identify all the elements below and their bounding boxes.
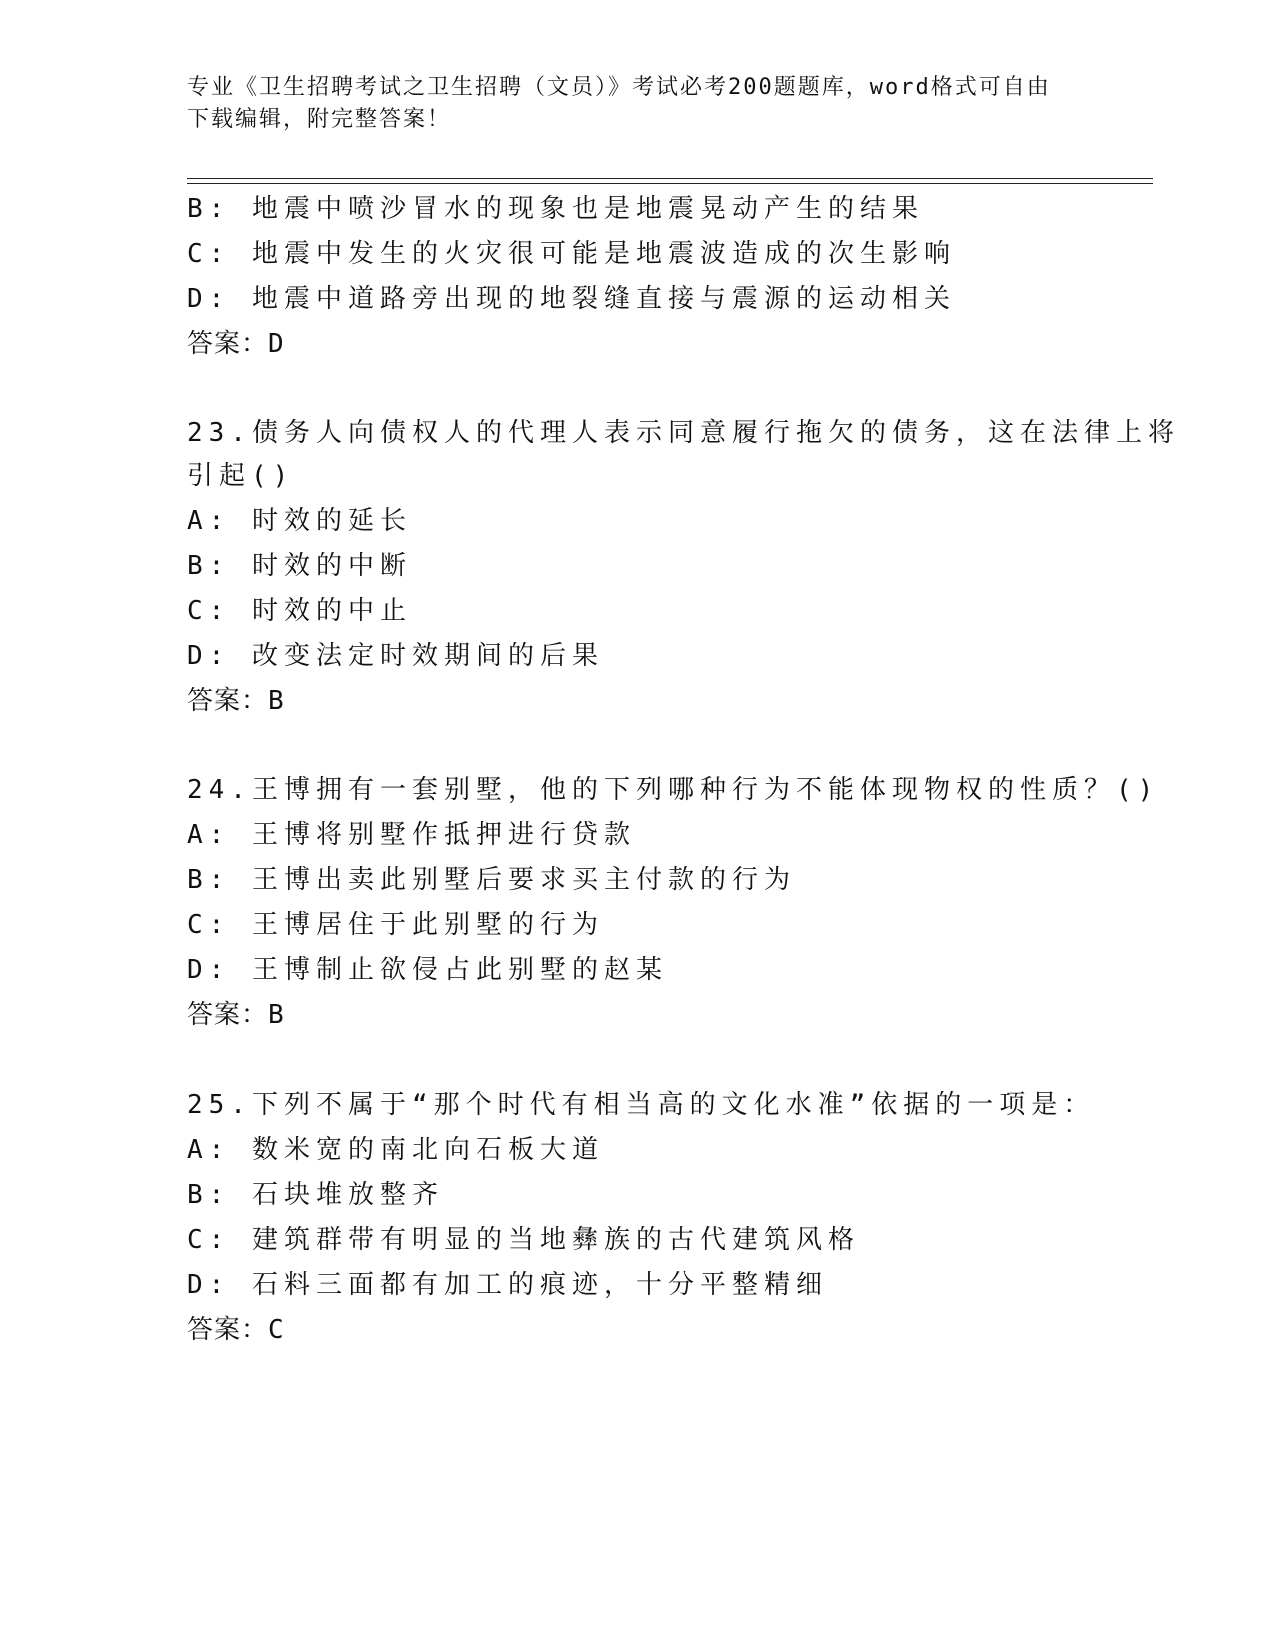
q24-option-c: C: 王博居住于此别墅的行为 [187, 910, 604, 940]
prev-option-d: D: 地震中道路旁出现的地裂缝直接与震源的运动相关 [187, 284, 956, 314]
q25-answer: 答案：C [187, 1315, 285, 1345]
q23-stem-line2: 引起() [187, 461, 295, 491]
q25-option-c: C: 建筑群带有明显的当地彝族的古代建筑风格 [187, 1225, 860, 1255]
q25-option-d: D: 石料三面都有加工的痕迹，十分平整精细 [187, 1270, 828, 1300]
q25-option-b: B: 石块堆放整齐 [187, 1180, 444, 1210]
q23-option-a: A: 时效的延长 [187, 506, 412, 536]
header-rule-bottom [187, 183, 1153, 184]
document-header: 专业《卫生招聘考试之卫生招聘（文员）》考试必考200题题库，word格式可自由下载编辑，附完整答案！ [187, 75, 1051, 132]
prev-option-c: C: 地震中发生的火灾很可能是地震波造成的次生影响 [187, 239, 956, 269]
prev-answer: 答案：D [187, 329, 285, 359]
header-rule-top [187, 178, 1153, 179]
q24-option-d: D: 王博制止欲侵占此别墅的赵某 [187, 955, 668, 985]
q23-option-d: D: 改变法定时效期间的后果 [187, 641, 604, 671]
q24-option-a: A: 王博将别墅作抵押进行贷款 [187, 820, 636, 850]
q25-stem-line1: 25.下列不属于“那个时代有相当高的文化水准”依据的一项是： [187, 1090, 1096, 1120]
q24-stem-line1: 24.王博拥有一套别墅，他的下列哪种行为不能体现物权的性质？() [187, 775, 1160, 805]
prev-option-b: B: 地震中喷沙冒水的现象也是地震晃动产生的结果 [187, 194, 924, 224]
q23-option-b: B: 时效的中断 [187, 551, 412, 581]
q25-option-a: A: 数米宽的南北向石板大道 [187, 1135, 604, 1165]
q23-stem-line1: 23.债务人向债权人的代理人表示同意履行拖欠的债务，这在法律上将 [187, 418, 1180, 448]
q24-answer: 答案：B [187, 1000, 285, 1030]
q23-option-c: C: 时效的中止 [187, 596, 412, 626]
q24-option-b: B: 王博出卖此别墅后要求买主付款的行为 [187, 865, 796, 895]
q23-answer: 答案：B [187, 686, 285, 716]
